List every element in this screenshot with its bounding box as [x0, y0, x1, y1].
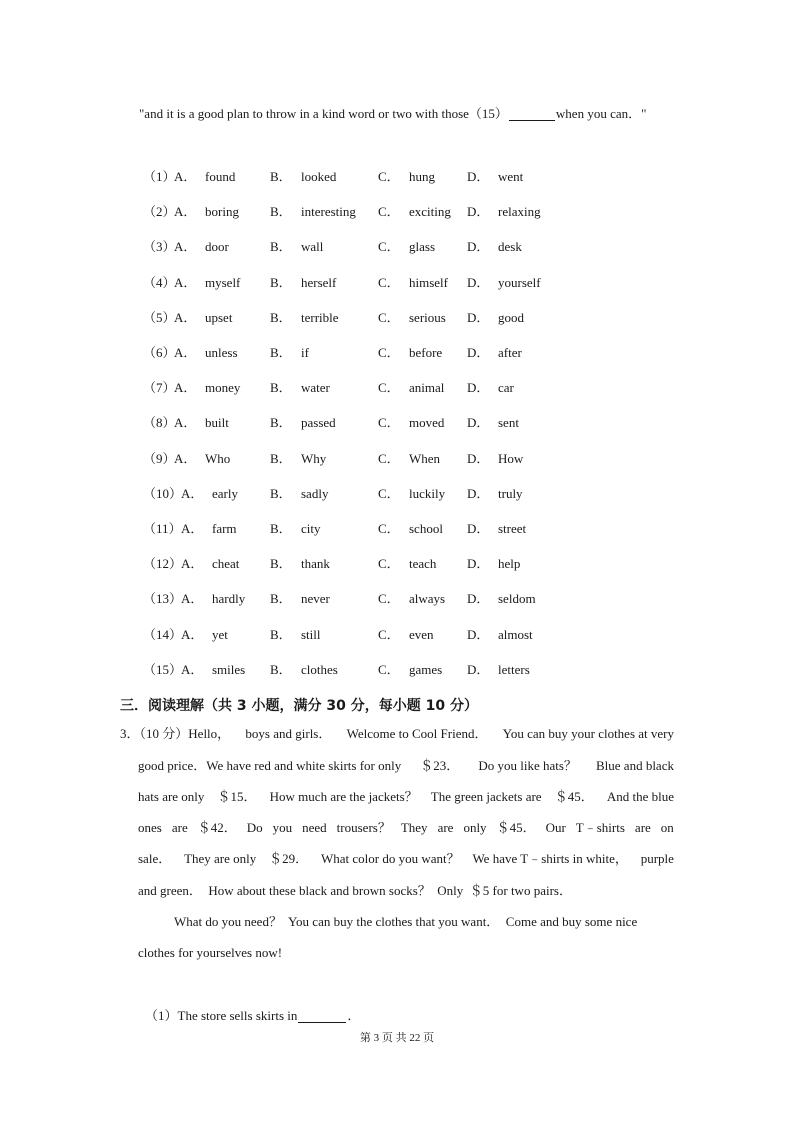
- option-label-d: D．: [467, 626, 490, 642]
- option-a: money: [205, 380, 241, 396]
- option-label-a: A．: [174, 380, 197, 396]
- option-c: always: [409, 591, 446, 607]
- option-label-a: A．: [174, 450, 197, 466]
- passage-phrase: good price．We have red and white skirts for only: [138, 758, 402, 773]
- option-label-a: A．: [174, 274, 197, 290]
- option-label-d: D．: [467, 591, 490, 607]
- option-c: himself: [409, 274, 448, 290]
- option-number: （7）: [143, 380, 176, 396]
- option-label-d: D．: [467, 450, 490, 466]
- option-label-b: B．: [270, 204, 292, 220]
- option-number: （13）: [143, 591, 183, 607]
- option-a: hardly: [212, 591, 246, 607]
- option-label-b: B．: [270, 415, 292, 431]
- option-a: found: [205, 169, 236, 184]
- option-a: smiles: [212, 661, 246, 677]
- option-row: [0, 662, 794, 678]
- option-b: passed: [301, 415, 336, 431]
- option-a: door: [205, 239, 229, 255]
- option-label-a: A．: [174, 204, 197, 220]
- subquestion-text: （1）The store sells skirts in: [145, 1008, 298, 1023]
- option-label-c: C．: [378, 345, 400, 360]
- option-label-a: A．: [174, 345, 197, 360]
- option-label-d: D．: [467, 521, 490, 536]
- option-c: exciting: [409, 204, 451, 220]
- option-number: （11）: [143, 521, 182, 536]
- option-c: hung: [409, 169, 435, 184]
- option-c: school: [409, 521, 443, 536]
- option-b: city: [301, 521, 321, 536]
- option-d: help: [498, 556, 521, 572]
- continuation-text-after: when you can．": [555, 106, 647, 121]
- passage-phrase: We have T﹣shirts in white，: [472, 851, 628, 866]
- option-c: luckily: [409, 485, 446, 501]
- option-label-b: B．: [270, 309, 292, 325]
- option-d: How: [498, 450, 524, 466]
- option-c: before: [409, 345, 443, 360]
- option-d: yourself: [498, 274, 541, 290]
- question-3-line-1: [120, 727, 674, 740]
- option-b: if: [301, 345, 309, 360]
- option-b: sadly: [301, 485, 329, 501]
- option-d: seldom: [498, 591, 536, 607]
- option-a: farm: [212, 521, 237, 536]
- option-label-c: C．: [378, 450, 400, 466]
- option-d: went: [498, 169, 524, 184]
- option-d: almost: [498, 626, 533, 642]
- option-label-a: A．: [174, 309, 197, 325]
- option-d: after: [498, 345, 522, 360]
- option-label-a: A．: [181, 521, 204, 536]
- option-label-a: A．: [181, 556, 204, 572]
- continuation-line: [139, 107, 646, 121]
- answer-blank-sub1: [298, 1009, 346, 1023]
- option-number: （9）: [143, 450, 176, 466]
- option-row: [0, 415, 794, 431]
- option-label-c: C．: [378, 626, 400, 642]
- option-label-c: C．: [378, 169, 400, 184]
- passage-phrase: You can buy your clothes at very: [502, 726, 674, 741]
- passage-word: on: [660, 820, 674, 835]
- option-label-d: D．: [467, 309, 490, 325]
- option-number: （4）: [143, 274, 176, 290]
- option-row: [0, 204, 794, 220]
- passage-word: you: [272, 820, 293, 835]
- option-label-b: B．: [270, 485, 292, 501]
- option-label-c: C．: [378, 239, 400, 255]
- passage-word: ＄45．: [496, 820, 536, 835]
- option-label-a: A．: [174, 169, 197, 184]
- option-label-c: C．: [378, 380, 400, 396]
- option-label-c: C．: [378, 591, 400, 607]
- question-3-line-5: [138, 852, 674, 865]
- passage-word: are: [437, 820, 454, 835]
- option-c: teach: [409, 556, 437, 572]
- option-a: built: [205, 415, 229, 431]
- page-footer: 第 3 页 共 22 页: [359, 1032, 435, 1044]
- option-label-d: D．: [467, 204, 490, 220]
- option-label-c: C．: [378, 204, 400, 220]
- passage-phrase: hats are only: [138, 789, 205, 804]
- question-number-score: 3．（10 分）Hello，: [120, 726, 231, 741]
- option-c: glass: [409, 239, 435, 255]
- option-row: [0, 380, 794, 396]
- option-label-b: B．: [270, 591, 292, 607]
- price-value: ＄15．: [217, 789, 257, 804]
- price-value: ＄29．: [269, 851, 309, 866]
- option-label-b: B．: [270, 450, 292, 466]
- option-label-a: A．: [174, 415, 197, 431]
- passage-phrase: purple: [640, 851, 674, 866]
- option-c: games: [409, 661, 443, 677]
- option-a: yet: [212, 626, 228, 642]
- option-number: （3）: [143, 239, 176, 255]
- option-label-c: C．: [378, 415, 400, 431]
- option-a: unless: [205, 345, 238, 360]
- option-number: （5）: [143, 309, 176, 325]
- passage-phrase: They are only: [184, 851, 257, 866]
- question-3-line-7: What do you need？ You can buy the clothes that you want． Come and buy some nice: [174, 914, 638, 929]
- question-3-line-6: and green． How about these black and brown socks？ Only ＄5 for two pairs．: [138, 883, 572, 898]
- option-label-c: C．: [378, 309, 400, 325]
- passage-word: ＄42．: [197, 820, 237, 835]
- option-label-b: B．: [270, 556, 292, 572]
- price-value: ＄45．: [554, 789, 594, 804]
- option-row: [0, 169, 794, 185]
- passage-word: are: [634, 820, 651, 835]
- option-row: [0, 556, 794, 572]
- question-3-line-8: clothes for yourselves now!: [138, 945, 283, 960]
- option-label-d: D．: [467, 274, 490, 290]
- option-c: serious: [409, 309, 446, 325]
- option-row: [0, 486, 794, 502]
- option-row: [0, 591, 794, 607]
- option-row: [0, 451, 794, 467]
- option-label-a: A．: [174, 239, 197, 255]
- passage-phrase: The green jackets are: [430, 789, 542, 804]
- option-row: [0, 345, 794, 361]
- option-label-d: D．: [467, 380, 490, 396]
- option-label-d: D．: [467, 485, 490, 501]
- continuation-text-before: "and it is a good plan to throw in a kind word or two with those（15）: [139, 106, 508, 121]
- passage-word: T﹣shirts: [575, 820, 625, 835]
- option-number: （14）: [143, 626, 183, 642]
- option-b: herself: [301, 274, 337, 290]
- option-label-a: A．: [181, 485, 204, 501]
- passage-word: Do: [246, 820, 263, 835]
- passage-phrase: boys and girls．: [245, 726, 332, 741]
- option-label-c: C．: [378, 274, 400, 290]
- option-number: （1）: [143, 169, 176, 184]
- passage-word: They: [400, 820, 428, 835]
- subquestion-punct: ．: [347, 1008, 361, 1023]
- question-3-line-3: [138, 790, 674, 803]
- option-d: truly: [498, 485, 523, 501]
- option-label-b: B．: [270, 345, 292, 360]
- option-row: [0, 521, 794, 537]
- option-d: desk: [498, 239, 522, 255]
- option-d: street: [498, 521, 527, 536]
- option-label-c: C．: [378, 485, 400, 501]
- option-label-d: D．: [467, 345, 490, 360]
- option-a: myself: [205, 274, 241, 290]
- passage-word: need: [302, 820, 327, 835]
- passage-word: trousers？: [336, 820, 391, 835]
- option-c: moved: [409, 415, 445, 431]
- option-label-d: D．: [467, 239, 490, 255]
- passage-phrase: What color do you want？: [320, 851, 460, 866]
- option-row: [0, 310, 794, 326]
- option-b: clothes: [301, 661, 338, 677]
- option-label-c: C．: [378, 661, 400, 677]
- price-value: ＄23．: [420, 758, 460, 773]
- question-3-line-2: [138, 759, 674, 772]
- passage-word: are: [171, 820, 188, 835]
- passage-phrase: And the blue: [606, 789, 674, 804]
- option-b: still: [301, 626, 321, 642]
- option-c: even: [409, 626, 434, 642]
- option-number: （2）: [143, 204, 176, 220]
- option-label-a: A．: [181, 661, 204, 677]
- option-b: terrible: [301, 309, 339, 325]
- option-label-c: C．: [378, 556, 400, 572]
- passage-phrase: Welcome to Cool Friend．: [346, 726, 488, 741]
- option-label-b: B．: [270, 661, 292, 677]
- option-label-c: C．: [378, 521, 400, 536]
- option-a: Who: [205, 450, 231, 466]
- option-number: （10）: [143, 485, 183, 501]
- option-number: （12）: [143, 556, 183, 572]
- option-d: letters: [498, 661, 530, 677]
- option-row: [0, 275, 794, 291]
- option-row: [0, 627, 794, 643]
- passage-phrase: Blue and black: [596, 758, 674, 773]
- option-label-d: D．: [467, 415, 490, 431]
- passage-phrase: Do you like hats？: [478, 758, 577, 773]
- option-b: looked: [301, 169, 337, 184]
- option-d: car: [498, 380, 514, 396]
- option-c: animal: [409, 380, 445, 396]
- option-label-d: D．: [467, 661, 490, 677]
- option-number: （15）: [143, 661, 183, 677]
- option-b: thank: [301, 556, 330, 572]
- question-3-line-4: [138, 821, 674, 834]
- option-label-b: B．: [270, 380, 292, 396]
- option-b: Why: [301, 450, 327, 466]
- passage-phrase: How much are the jackets？: [269, 789, 418, 804]
- passage-phrase: sale．: [138, 851, 172, 866]
- option-label-b: B．: [270, 626, 292, 642]
- option-label-b: B．: [270, 274, 292, 290]
- option-label-b: B．: [270, 239, 292, 255]
- option-b: interesting: [301, 204, 356, 220]
- passage-word: only: [463, 820, 487, 835]
- option-a: early: [212, 485, 238, 501]
- option-d: sent: [498, 415, 519, 431]
- option-number: （8）: [143, 415, 176, 431]
- passage-word: Our: [545, 820, 566, 835]
- option-row: [0, 239, 794, 255]
- option-number: （6）: [143, 345, 176, 360]
- option-b: water: [301, 380, 330, 396]
- option-a: upset: [205, 309, 233, 325]
- option-b: wall: [301, 239, 324, 255]
- option-b: never: [301, 591, 330, 607]
- answer-blank-15: [509, 107, 555, 121]
- option-c: When: [409, 450, 441, 466]
- option-label-d: D．: [467, 556, 490, 572]
- section-heading: 三．阅读理解（共 3 小题，满分 30 分，每小题 10 分）: [120, 698, 478, 714]
- option-label-b: B．: [270, 521, 292, 536]
- option-label-a: A．: [181, 626, 204, 642]
- option-label-a: A．: [181, 591, 204, 607]
- option-label-d: D．: [467, 169, 490, 184]
- passage-word: ones: [138, 820, 162, 835]
- option-a: cheat: [212, 556, 240, 572]
- option-d: relaxing: [498, 204, 541, 220]
- option-label-b: B．: [270, 169, 292, 184]
- subquestion-1: [145, 1009, 360, 1023]
- option-a: boring: [205, 204, 239, 220]
- option-d: good: [498, 309, 524, 325]
